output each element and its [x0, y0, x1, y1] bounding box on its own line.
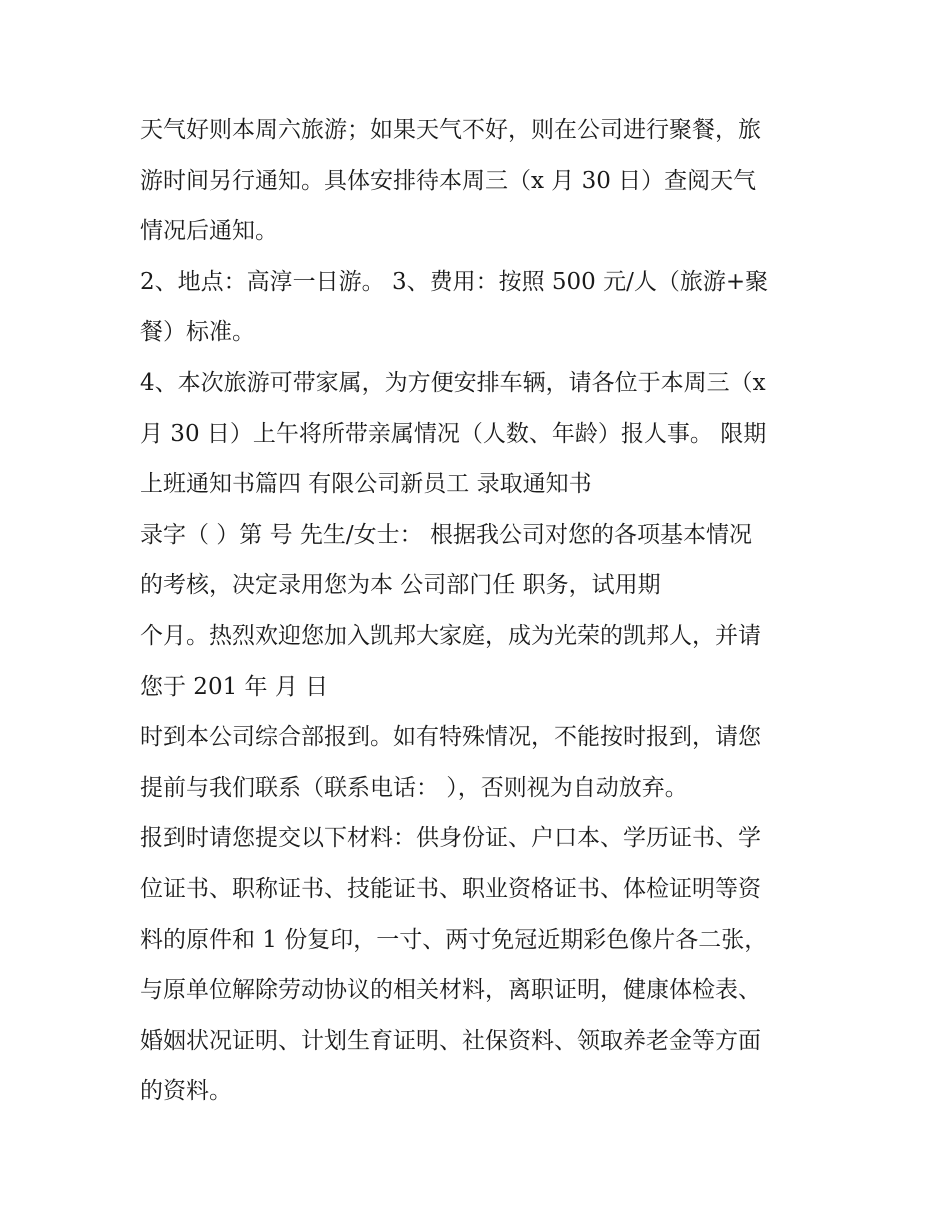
- text-line: 月 30 日）上午将所带亲属情况（人数、年龄）报人事。 限期: [140, 421, 767, 447]
- text-line: 的考核，决定录用您为本 公司部门任 职务，试用期: [140, 572, 661, 598]
- text-line: 个月。热烈欢迎您加入凯邦大家庭，成为光荣的凯邦人，并请: [140, 623, 761, 649]
- text-line: 料的原件和 1 份复印，一寸、两寸免冠近期彩色像片各二张，: [140, 927, 768, 953]
- text-line: 与原单位解除劳动协议的相关材料，离职证明，健康体检表、: [140, 977, 761, 1003]
- text-line: 婚姻状况证明、计划生育证明、社保资料、领取养老金等方面: [140, 1028, 761, 1054]
- text-line: 4、本次旅游可带家属，为方便安排车辆，请各位于本周三（x: [140, 370, 766, 396]
- text-line: 情况后通知。: [140, 218, 278, 244]
- text-line: 上班通知书篇四 有限公司新员工 录取通知书: [140, 471, 592, 497]
- text-line: 报到时请您提交以下材料：供身份证、户口本、学历证书、学: [140, 825, 761, 851]
- text-line: 的资料。: [140, 1078, 232, 1104]
- text-line: 时到本公司综合部报到。如有特殊情况，不能按时报到，请您: [140, 724, 761, 750]
- text-line: 游时间另行通知。具体安排待本周三（x 月 30 日）查阅天气: [140, 168, 757, 194]
- text-line: 2、地点：高淳一日游。 3、费用：按照 500 元/人（旅游+聚: [140, 269, 769, 295]
- text-line: 位证书、职称证书、技能证书、职业资格证书、体检证明等资: [140, 876, 761, 902]
- text-line: 录字（ ）第 号 先生/女士： 根据我公司对您的各项基本情况: [140, 522, 752, 548]
- text-line: 提前与我们联系（联系电话： ），否则视为自动放弃。: [140, 775, 688, 801]
- text-line: 天气好则本周六旅游；如果天气不好，则在公司进行聚餐，旅: [140, 117, 761, 143]
- text-line: 您于 201 年 月 日: [140, 674, 329, 700]
- text-line: 餐）标准。: [140, 319, 255, 345]
